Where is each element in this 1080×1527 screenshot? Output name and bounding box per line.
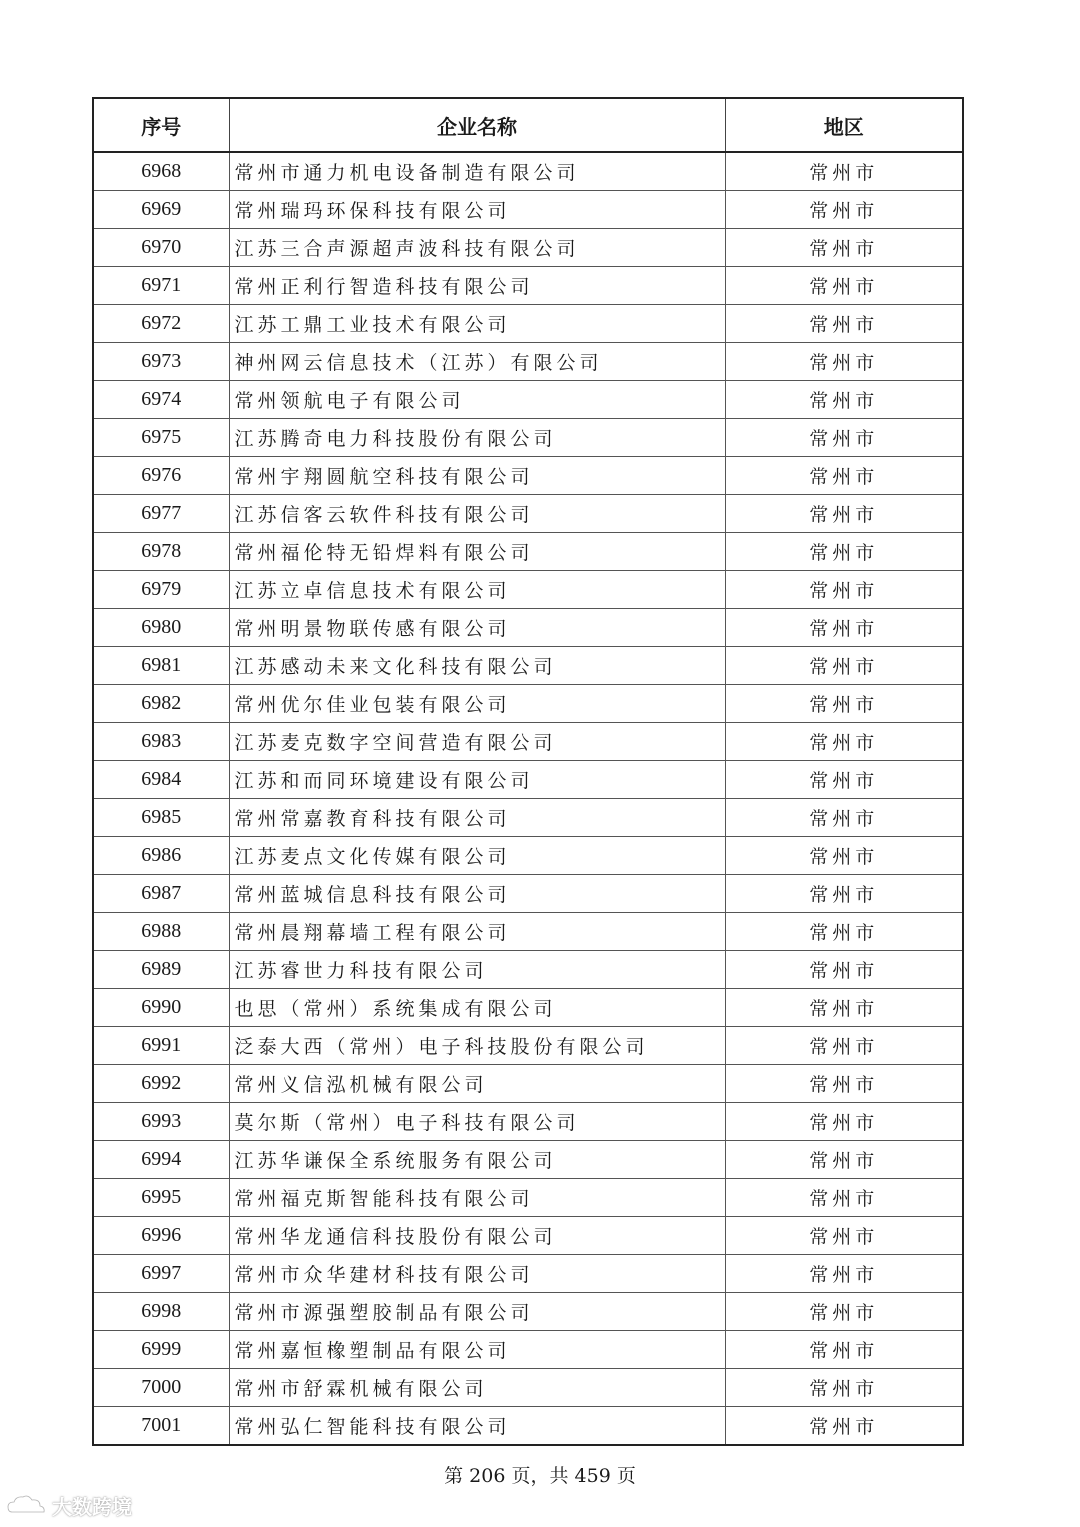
table-row — [93, 343, 963, 381]
cell-region: 常州市 — [725, 495, 963, 533]
cell-region: 常州市 — [725, 1065, 963, 1103]
table-row — [93, 305, 963, 343]
cell-region: 常州市 — [725, 1179, 963, 1217]
cell-company-name: 常州弘仁智能科技有限公司 — [229, 1407, 725, 1446]
cell-region: 常州市 — [725, 1293, 963, 1331]
cell-seq: 6970 — [93, 229, 229, 267]
table-row — [93, 1103, 963, 1141]
cell-company-name: 泛泰大西（常州）电子科技股份有限公司 — [229, 1027, 725, 1065]
page-number: 第 206 页，共 459 页 — [444, 1465, 636, 1487]
cell-company-name: 江苏三合声源超声波科技有限公司 — [229, 229, 725, 267]
cell-region: 常州市 — [725, 1407, 963, 1446]
table-row — [93, 1255, 963, 1293]
cell-region: 常州市 — [725, 457, 963, 495]
cell-region: 常州市 — [725, 609, 963, 647]
cell-company-name: 常州福克斯智能科技有限公司 — [229, 1179, 725, 1217]
cell-seq: 6991 — [93, 1027, 229, 1065]
cell-seq: 6984 — [93, 761, 229, 799]
cell-company-name: 常州优尔佳业包装有限公司 — [229, 685, 725, 723]
cell-region: 常州市 — [725, 381, 963, 419]
table-row — [93, 837, 963, 875]
cell-region: 常州市 — [725, 647, 963, 685]
watermark — [6, 1491, 132, 1520]
cell-region: 常州市 — [725, 723, 963, 761]
cell-seq: 6971 — [93, 267, 229, 305]
cell-seq: 7001 — [93, 1407, 229, 1446]
cell-region: 常州市 — [725, 951, 963, 989]
cell-company-name: 常州明景物联传感有限公司 — [229, 609, 725, 647]
table-row — [93, 1331, 963, 1369]
table-row — [93, 1027, 963, 1065]
cell-company-name: 常州市源强塑胶制品有限公司 — [229, 1293, 725, 1331]
cell-region: 常州市 — [725, 533, 963, 571]
cell-seq: 6993 — [93, 1103, 229, 1141]
cell-region: 常州市 — [725, 1103, 963, 1141]
table-row — [93, 1369, 963, 1407]
cell-company-name: 江苏立卓信息技术有限公司 — [229, 571, 725, 609]
cell-company-name: 常州福伦特无铅焊料有限公司 — [229, 533, 725, 571]
cell-seq: 6973 — [93, 343, 229, 381]
table-row — [93, 495, 963, 533]
cell-region: 常州市 — [725, 989, 963, 1027]
table-row — [93, 609, 963, 647]
table-row — [93, 1293, 963, 1331]
cell-region: 常州市 — [725, 837, 963, 875]
cell-seq: 6985 — [93, 799, 229, 837]
table-row — [93, 191, 963, 229]
cell-seq: 6997 — [93, 1255, 229, 1293]
cell-seq: 6989 — [93, 951, 229, 989]
table-row — [93, 1065, 963, 1103]
table-row — [93, 723, 963, 761]
cell-seq: 6998 — [93, 1293, 229, 1331]
cell-company-name: 常州蓝城信息科技有限公司 — [229, 875, 725, 913]
cell-region: 常州市 — [725, 229, 963, 267]
cell-seq: 6982 — [93, 685, 229, 723]
cell-seq: 6994 — [93, 1141, 229, 1179]
cell-seq: 6990 — [93, 989, 229, 1027]
cell-region: 常州市 — [725, 152, 963, 191]
cell-region: 常州市 — [725, 913, 963, 951]
cell-region: 常州市 — [725, 1255, 963, 1293]
cell-company-name: 江苏睿世力科技有限公司 — [229, 951, 725, 989]
cell-seq: 6975 — [93, 419, 229, 457]
cell-seq: 6978 — [93, 533, 229, 571]
header-name: 企业名称 — [229, 98, 725, 152]
cell-company-name: 神州网云信息技术（江苏）有限公司 — [229, 343, 725, 381]
cell-company-name: 江苏信客云软件科技有限公司 — [229, 495, 725, 533]
cell-region: 常州市 — [725, 1217, 963, 1255]
cell-region: 常州市 — [725, 305, 963, 343]
table-row — [93, 647, 963, 685]
cell-region: 常州市 — [725, 343, 963, 381]
cell-seq: 6999 — [93, 1331, 229, 1369]
cell-region: 常州市 — [725, 799, 963, 837]
cell-company-name: 也思（常州）系统集成有限公司 — [229, 989, 725, 1027]
cell-seq: 6987 — [93, 875, 229, 913]
cell-company-name: 常州晨翔幕墙工程有限公司 — [229, 913, 725, 951]
cell-region: 常州市 — [725, 761, 963, 799]
cell-seq: 6968 — [93, 152, 229, 191]
cell-company-name: 常州瑞玛环保科技有限公司 — [229, 191, 725, 229]
table-row — [93, 1217, 963, 1255]
cell-seq: 6980 — [93, 609, 229, 647]
cell-company-name: 常州嘉恒橡塑制品有限公司 — [229, 1331, 725, 1369]
cell-seq: 6981 — [93, 647, 229, 685]
table-row — [93, 381, 963, 419]
cell-company-name: 莫尔斯（常州）电子科技有限公司 — [229, 1103, 725, 1141]
cell-company-name: 江苏麦点文化传媒有限公司 — [229, 837, 725, 875]
table-row — [93, 685, 963, 723]
cell-region: 常州市 — [725, 1027, 963, 1065]
cell-region: 常州市 — [725, 1141, 963, 1179]
cell-region: 常州市 — [725, 571, 963, 609]
cell-seq: 6976 — [93, 457, 229, 495]
cell-region: 常州市 — [725, 875, 963, 913]
table-row — [93, 951, 963, 989]
cell-company-name: 常州义信泓机械有限公司 — [229, 1065, 725, 1103]
cell-company-name: 江苏感动未来文化科技有限公司 — [229, 647, 725, 685]
cell-seq: 6974 — [93, 381, 229, 419]
cell-seq: 6995 — [93, 1179, 229, 1217]
table-row — [93, 419, 963, 457]
cell-seq: 6988 — [93, 913, 229, 951]
table-row — [93, 875, 963, 913]
cell-company-name: 江苏和而同环境建设有限公司 — [229, 761, 725, 799]
cell-region: 常州市 — [725, 1369, 963, 1407]
cell-region: 常州市 — [725, 191, 963, 229]
cell-company-name: 常州市舒霖机械有限公司 — [229, 1369, 725, 1407]
table-row — [93, 152, 963, 191]
cell-company-name: 常州市通力机电设备制造有限公司 — [229, 152, 725, 191]
cell-company-name: 江苏麦克数字空间营造有限公司 — [229, 723, 725, 761]
cell-company-name: 常州市众华建材科技有限公司 — [229, 1255, 725, 1293]
cell-company-name: 江苏腾奇电力科技股份有限公司 — [229, 419, 725, 457]
table-row — [93, 229, 963, 267]
cell-seq: 6977 — [93, 495, 229, 533]
cell-company-name: 常州正利行智造科技有限公司 — [229, 267, 725, 305]
cell-seq: 6986 — [93, 837, 229, 875]
cell-region: 常州市 — [725, 419, 963, 457]
table-row — [93, 457, 963, 495]
cell-company-name: 常州华龙通信科技股份有限公司 — [229, 1217, 725, 1255]
cell-company-name: 常州宇翔圆航空科技有限公司 — [229, 457, 725, 495]
table-row — [93, 799, 963, 837]
table-row — [93, 533, 963, 571]
table-row — [93, 913, 963, 951]
table-row — [93, 571, 963, 609]
cell-seq: 7000 — [93, 1369, 229, 1407]
cell-seq: 6969 — [93, 191, 229, 229]
cloud-logo-icon — [6, 1492, 48, 1520]
cell-region: 常州市 — [725, 1331, 963, 1369]
cell-seq: 6972 — [93, 305, 229, 343]
cell-company-name: 江苏华谦保全系统服务有限公司 — [229, 1141, 725, 1179]
table-row — [93, 1141, 963, 1179]
table-row — [93, 1407, 963, 1446]
cell-company-name: 常州常嘉教育科技有限公司 — [229, 799, 725, 837]
cell-company-name: 江苏工鼎工业技术有限公司 — [229, 305, 725, 343]
table-row — [93, 989, 963, 1027]
table-header-row — [93, 98, 963, 152]
header-region: 地区 — [725, 98, 963, 152]
table-row — [93, 1179, 963, 1217]
table-row — [93, 267, 963, 305]
header-seq: 序号 — [93, 98, 229, 152]
cell-seq: 6979 — [93, 571, 229, 609]
cell-seq: 6996 — [93, 1217, 229, 1255]
table-row — [93, 761, 963, 799]
watermark-text: 大数跨境 — [52, 1495, 132, 1519]
cell-region: 常州市 — [725, 267, 963, 305]
company-table — [92, 97, 964, 1446]
cell-company-name: 常州领航电子有限公司 — [229, 381, 725, 419]
cell-seq: 6983 — [93, 723, 229, 761]
cell-region: 常州市 — [725, 685, 963, 723]
cell-seq: 6992 — [93, 1065, 229, 1103]
